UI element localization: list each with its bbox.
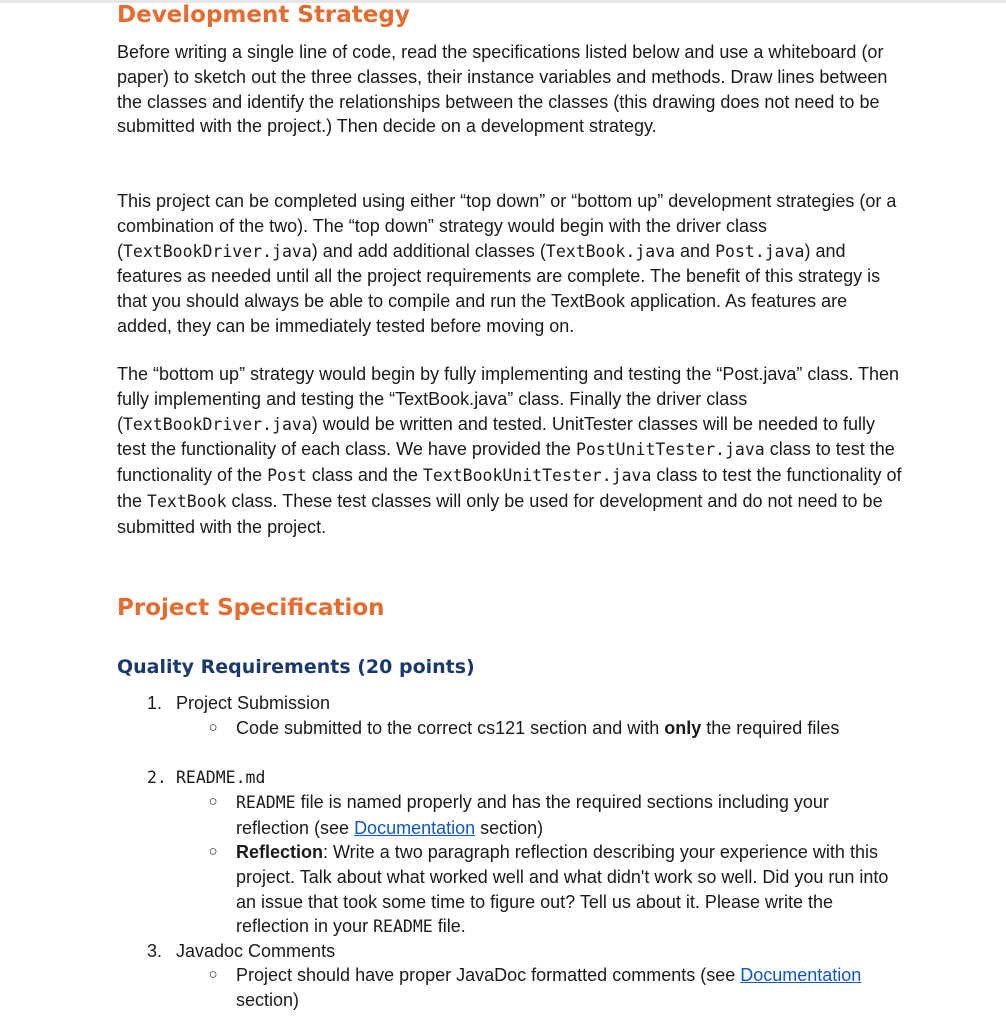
development-strategy-heading: Development Strategy	[117, 2, 410, 28]
list-item-readme: README.md	[176, 768, 266, 787]
dev-strategy-paragraph-3: The “bottom up” strategy would begin by fully implementing and testing the “Post.java” class. Then fully implementing and testing the “TextBook.java” class. Finally the driver class (TextBookDriver.java) would be written and tested. UnitTester classes will be needed to fully test the functionality of each class. We have provided the PostUnitTester.java class to test the functionality of the Post class and the TextBookUnitTester.java class to test the functionality of the TextBook class. These test classes will only be used for development and do not need to be submitted with the project.	[117, 364, 902, 537]
dev-strategy-paragraph-2: This project can be completed using either “top down” or “bottom up” development strategies (or a combination of the two). The “top down” strategy would begin with the driver class (TextBookDriver.java) and add additional classes (TextBook.java and Post.java) and features as needed until all the project requirements are complete. The benefit of this strategy is that you should always be able to compile and run the TextBook application. As features are added, they can be immediately tested before moving on.	[117, 191, 897, 336]
documentation-link[interactable]: Documentation	[740, 965, 862, 985]
dev-strategy-paragraph-1: Before writing a single line of code, read the specifications listed below and use a whiteboard (or paper) to sketch out the three classes, their instance variables and methods. Draw lines between the classes and identify the relationships between the classes (this drawing does not need to be submitted with the project.) Then decide on a development strategy.	[117, 42, 888, 137]
code-textbookdriver: TextBookDriver.java	[123, 241, 312, 261]
bullet-icon: ○	[208, 793, 218, 810]
bullet-icon: ○	[208, 966, 218, 983]
list-subitem: README file is named properly and has the required sections including your reflection (see Documentation section)	[236, 792, 829, 838]
list-item-javadoc: Javadoc Comments	[176, 941, 336, 961]
list-item-project-submission: Project Submission	[176, 693, 331, 713]
bullet-icon: ○	[208, 719, 218, 736]
list-subitem: Project should have proper JavaDoc formatted comments (see Documentation section)	[236, 965, 862, 1010]
list-number-3: 3.	[147, 941, 163, 961]
list-number-1: 1.	[147, 693, 163, 713]
list-subitem: Reflection: Write a two paragraph reflection describing your experience with this project. Talk about what worked well and what didn't work so well. Did you run into an issue that took some time to figure out? Tell us about it. Please write the reflection in your README file.	[236, 842, 889, 937]
bullet-icon: ○	[208, 843, 218, 860]
code-textbookdriver: TextBookDriver.java	[123, 414, 312, 434]
list-number-2: 2.	[147, 768, 167, 787]
project-specification-heading: Project Specification	[117, 595, 385, 621]
code-textbook: TextBook.java	[545, 241, 676, 261]
code-textbookunittester: TextBookUnitTester.java	[422, 466, 652, 486]
documentation-link[interactable]: Documentation	[354, 817, 476, 838]
list-subitem: Code submitted to the correct cs121 section and with only the required files	[236, 718, 840, 738]
code-post: Post.java	[715, 241, 805, 261]
quality-requirements-heading: Quality Requirements (20 points)	[117, 656, 475, 678]
code-postunittester: PostUnitTester.java	[575, 440, 765, 460]
code-textbook-class: TextBook	[147, 491, 227, 511]
code-post-class: Post	[267, 466, 307, 486]
